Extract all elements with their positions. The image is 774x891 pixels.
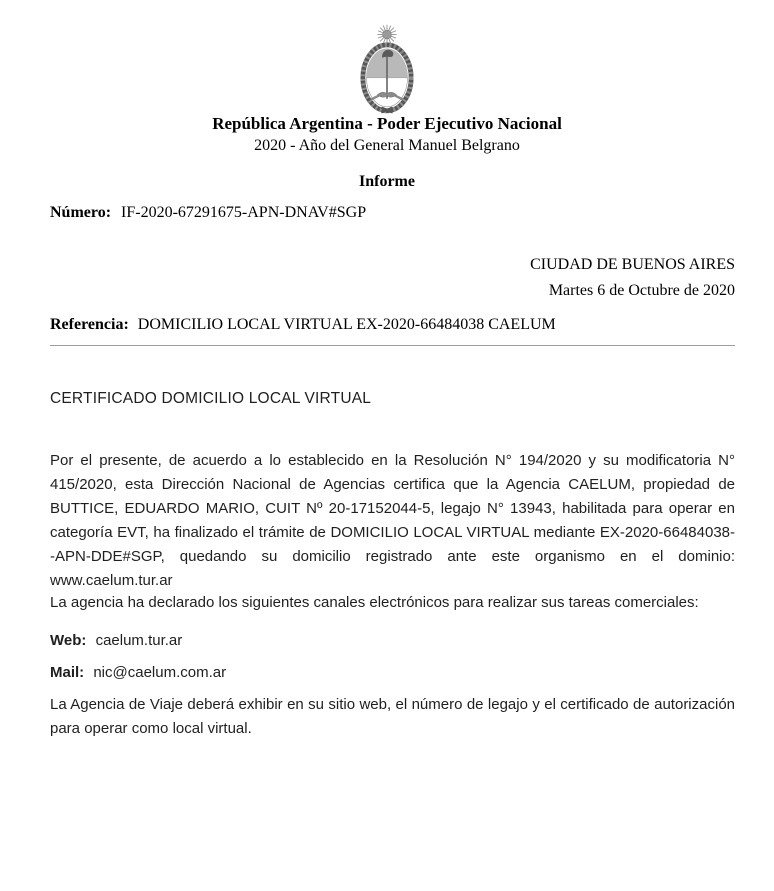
mail-line [50, 661, 226, 685]
reference-line [50, 316, 556, 334]
date-line: Martes 6 de Octubre de 2020 [548, 282, 735, 299]
footer-note: La Agencia de Viaje deberá exhibir en su sitio web, el número de legajo y el certificado de autorización para operar como local virtual. [50, 696, 735, 737]
channels-intro: La agencia ha declarado los siguientes canales electrónicos para realizar sus tareas comerciales: [50, 594, 699, 611]
web-label: Web: [50, 632, 87, 649]
certificate-title: CERTIFICADO DOMICILIO LOCAL VIRTUAL [50, 390, 372, 407]
mail-label: Mail: [50, 664, 85, 681]
certificate-paragraph: Por el presente, de acuerdo a lo establecido en la Resolución N° 194/2020 y su modificatoria N° 415/2020, esta Dirección Nacional de Agencias certifica que la Agencia CAELUM, propiedad de BUTTICE, EDUARDO MARIO, CUIT Nº 20-17152044-5, legajo N° 13943, habilitada para operar en categoría EVT, ha finalizado el trámite de DOMICILIO LOCAL VIRTUAL mediante EX-2020-66484038- -APN-DDE#SGP, quedando su domicilio registrado ante este organismo en el dominio: www.caelum.tur.ar [50, 452, 735, 589]
reference-label: Referencia: [50, 316, 129, 333]
document-number-line [50, 204, 366, 222]
header-year-line: 2020 - Año del General Manuel Belgrano [254, 137, 520, 154]
doc-type-title: Informe [359, 173, 415, 190]
header-org-line: República Argentina - Poder Ejecutivo Nacional [212, 114, 562, 133]
divider-rule [50, 345, 735, 346]
web-line [50, 629, 182, 653]
web-value: caelum.tur.ar [95, 632, 183, 649]
reference-value: DOMICILIO LOCAL VIRTUAL EX-2020-66484038 CAELUM [137, 316, 556, 333]
argentina-coat-of-arms-icon [339, 24, 435, 114]
number-value: IF-2020-67291675-APN-DNAV#SGP [121, 204, 367, 221]
number-label: Número: [50, 204, 112, 221]
mail-value: nic@caelum.com.ar [93, 664, 227, 681]
city-line: CIUDAD DE BUENOS AIRES [530, 256, 735, 273]
